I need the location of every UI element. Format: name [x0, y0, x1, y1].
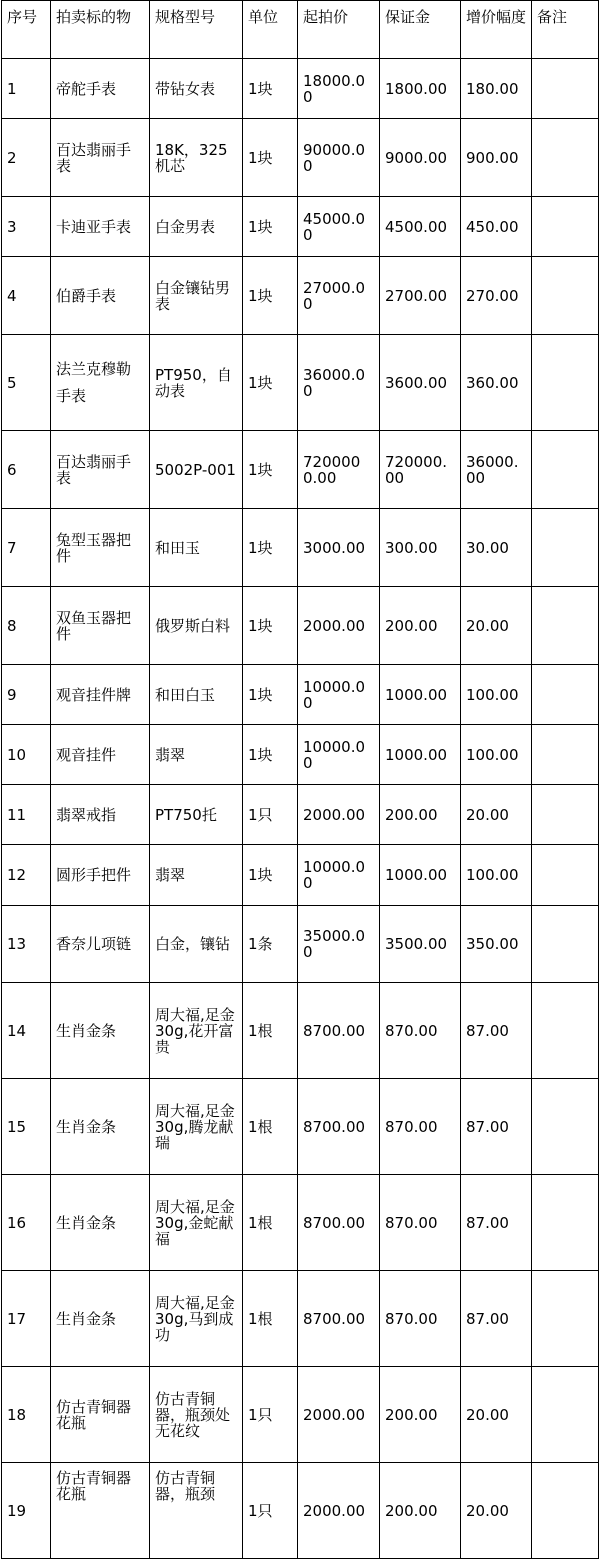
- cell-deposit: 300.00: [380, 509, 461, 587]
- cell-item: 兔型玉器把件: [51, 509, 150, 587]
- cell-increment: 100.00: [461, 845, 532, 906]
- cell-unit: 1块: [243, 335, 298, 431]
- cell-unit: 1块: [243, 725, 298, 785]
- cell-start-price: 10000.00: [298, 845, 380, 906]
- cell-index: 6: [2, 431, 51, 509]
- cell-unit: 1块: [243, 587, 298, 665]
- cell-remarks: [532, 906, 599, 983]
- cell-increment: 360.00: [461, 335, 532, 431]
- table-row: [2, 1367, 599, 1463]
- cell-remarks: [532, 1175, 599, 1271]
- table-row: [2, 257, 599, 335]
- cell-remarks: [532, 197, 599, 257]
- cell-start-price: 8700.00: [298, 983, 380, 1079]
- cell-increment: 20.00: [461, 1463, 532, 1559]
- cell-start-price: 3000.00: [298, 509, 380, 587]
- cell-index: 9: [2, 665, 51, 725]
- cell-deposit: 1000.00: [380, 665, 461, 725]
- header-spec: 规格型号: [150, 1, 243, 59]
- cell-index: 3: [2, 197, 51, 257]
- cell-start-price: 7200000.00: [298, 431, 380, 509]
- table-row: [2, 431, 599, 509]
- cell-index: 12: [2, 845, 51, 906]
- cell-spec: 翡翠: [150, 725, 243, 785]
- cell-remarks: [532, 257, 599, 335]
- table-row: [2, 1079, 599, 1175]
- table-row: [2, 725, 599, 785]
- table-row: [2, 845, 599, 906]
- cell-remarks: [532, 665, 599, 725]
- cell-deposit: 200.00: [380, 587, 461, 665]
- cell-unit: 1根: [243, 1175, 298, 1271]
- cell-index: 15: [2, 1079, 51, 1175]
- cell-index: 18: [2, 1367, 51, 1463]
- cell-increment: 36000.00: [461, 431, 532, 509]
- cell-start-price: 45000.00: [298, 197, 380, 257]
- table-row: [2, 1463, 599, 1559]
- cell-start-price: 2000.00: [298, 1463, 380, 1559]
- cell-deposit: 200.00: [380, 785, 461, 845]
- table-row: [2, 1271, 599, 1367]
- cell-unit: 1块: [243, 59, 298, 119]
- cell-remarks: [532, 785, 599, 845]
- cell-spec: 翡翠: [150, 845, 243, 906]
- cell-spec: 仿古青铜器，瓶颈: [150, 1463, 243, 1559]
- cell-unit: 1块: [243, 119, 298, 197]
- cell-increment: 87.00: [461, 1079, 532, 1175]
- cell-start-price: 90000.00: [298, 119, 380, 197]
- header-deposit: 保证金: [380, 1, 461, 59]
- cell-start-price: 8700.00: [298, 1079, 380, 1175]
- cell-increment: 20.00: [461, 785, 532, 845]
- cell-increment: 350.00: [461, 906, 532, 983]
- cell-unit: 1根: [243, 1079, 298, 1175]
- cell-increment: 450.00: [461, 197, 532, 257]
- table-row: [2, 59, 599, 119]
- cell-increment: 87.00: [461, 983, 532, 1079]
- cell-deposit: 1000.00: [380, 725, 461, 785]
- cell-item: 帝舵手表: [51, 59, 150, 119]
- cell-spec: 仿古青铜器，瓶颈处无花纹: [150, 1367, 243, 1463]
- cell-item: 圆形手把件: [51, 845, 150, 906]
- cell-start-price: 18000.00: [298, 59, 380, 119]
- cell-item: 香奈儿项链: [51, 906, 150, 983]
- cell-increment: 87.00: [461, 1175, 532, 1271]
- cell-index: 17: [2, 1271, 51, 1367]
- table-row: [2, 785, 599, 845]
- cell-remarks: [532, 335, 599, 431]
- cell-unit: 1块: [243, 665, 298, 725]
- header-unit: 单位: [243, 1, 298, 59]
- cell-start-price: 8700.00: [298, 1175, 380, 1271]
- cell-deposit: 1800.00: [380, 59, 461, 119]
- cell-item: 观音挂件牌: [51, 665, 150, 725]
- cell-index: 5: [2, 335, 51, 431]
- cell-item: 法兰克穆勒手表: [51, 335, 150, 431]
- cell-increment: 100.00: [461, 725, 532, 785]
- cell-index: 16: [2, 1175, 51, 1271]
- cell-deposit: 200.00: [380, 1367, 461, 1463]
- cell-unit: 1根: [243, 983, 298, 1079]
- cell-item: 翡翠戒指: [51, 785, 150, 845]
- table-row: [2, 1175, 599, 1271]
- cell-remarks: [532, 587, 599, 665]
- cell-item: 仿古青铜器花瓶: [51, 1463, 150, 1559]
- cell-item: 生肖金条: [51, 1175, 150, 1271]
- cell-increment: 30.00: [461, 509, 532, 587]
- cell-index: 2: [2, 119, 51, 197]
- table-row: [2, 197, 599, 257]
- cell-remarks: [532, 1079, 599, 1175]
- cell-increment: 20.00: [461, 587, 532, 665]
- cell-deposit: 3500.00: [380, 906, 461, 983]
- cell-unit: 1块: [243, 257, 298, 335]
- cell-spec: 18K，325机芯: [150, 119, 243, 197]
- cell-start-price: 36000.00: [298, 335, 380, 431]
- cell-index: 7: [2, 509, 51, 587]
- cell-item: 生肖金条: [51, 1079, 150, 1175]
- cell-spec: 周大福,足金30g,金蛇献福: [150, 1175, 243, 1271]
- cell-spec: PT750托: [150, 785, 243, 845]
- cell-item: 生肖金条: [51, 1271, 150, 1367]
- cell-deposit: 3600.00: [380, 335, 461, 431]
- cell-remarks: [532, 845, 599, 906]
- cell-deposit: 1000.00: [380, 845, 461, 906]
- cell-remarks: [532, 1463, 599, 1559]
- cell-spec: 周大福,足金30g,马到成功: [150, 1271, 243, 1367]
- cell-item: 仿古青铜器花瓶: [51, 1367, 150, 1463]
- cell-index: 19: [2, 1463, 51, 1559]
- cell-unit: 1只: [243, 785, 298, 845]
- cell-unit: 1块: [243, 845, 298, 906]
- header-increment: 增价幅度: [461, 1, 532, 59]
- cell-item: 生肖金条: [51, 983, 150, 1079]
- header-row: [2, 1, 599, 59]
- cell-start-price: 27000.00: [298, 257, 380, 335]
- cell-increment: 87.00: [461, 1271, 532, 1367]
- cell-item: 卡迪亚手表: [51, 197, 150, 257]
- cell-start-price: 10000.00: [298, 665, 380, 725]
- cell-unit: 1只: [243, 1367, 298, 1463]
- cell-increment: 900.00: [461, 119, 532, 197]
- cell-item: 伯爵手表: [51, 257, 150, 335]
- cell-spec: 5002P-001: [150, 431, 243, 509]
- cell-start-price: 10000.00: [298, 725, 380, 785]
- cell-remarks: [532, 509, 599, 587]
- cell-remarks: [532, 725, 599, 785]
- cell-spec: 白金男表: [150, 197, 243, 257]
- cell-index: 11: [2, 785, 51, 845]
- cell-increment: 100.00: [461, 665, 532, 725]
- cell-remarks: [532, 983, 599, 1079]
- header-remarks: 备注: [532, 1, 599, 59]
- header-index: 序号: [2, 1, 51, 59]
- cell-remarks: [532, 431, 599, 509]
- cell-deposit: 9000.00: [380, 119, 461, 197]
- cell-start-price: 8700.00: [298, 1271, 380, 1367]
- cell-index: 14: [2, 983, 51, 1079]
- cell-index: 10: [2, 725, 51, 785]
- cell-spec: 周大福,足金30g,花开富贵: [150, 983, 243, 1079]
- cell-index: 1: [2, 59, 51, 119]
- cell-item: 百达翡丽手表: [51, 119, 150, 197]
- cell-item: 双鱼玉器把件: [51, 587, 150, 665]
- cell-item: 百达翡丽手表: [51, 431, 150, 509]
- cell-deposit: 870.00: [380, 983, 461, 1079]
- cell-start-price: 35000.00: [298, 906, 380, 983]
- table-row: [2, 119, 599, 197]
- header-item: 拍卖标的物: [51, 1, 150, 59]
- cell-spec: 周大福,足金30g,腾龙献瑞: [150, 1079, 243, 1175]
- table-row: [2, 587, 599, 665]
- table-row: [2, 335, 599, 431]
- cell-unit: 1块: [243, 509, 298, 587]
- auction-items-table: [1, 0, 599, 1559]
- cell-spec: 和田白玉: [150, 665, 243, 725]
- cell-deposit: 870.00: [380, 1079, 461, 1175]
- cell-deposit: 2700.00: [380, 257, 461, 335]
- header-start-price: 起拍价: [298, 1, 380, 59]
- cell-remarks: [532, 119, 599, 197]
- cell-unit: 1条: [243, 906, 298, 983]
- cell-spec: 白金镶钻男表: [150, 257, 243, 335]
- table-row: [2, 983, 599, 1079]
- cell-spec: 和田玉: [150, 509, 243, 587]
- cell-remarks: [532, 1271, 599, 1367]
- cell-unit: 1块: [243, 431, 298, 509]
- cell-deposit: 720000.00: [380, 431, 461, 509]
- cell-deposit: 870.00: [380, 1175, 461, 1271]
- cell-start-price: 2000.00: [298, 785, 380, 845]
- cell-increment: 270.00: [461, 257, 532, 335]
- cell-spec: PT950，自动表: [150, 335, 243, 431]
- cell-spec: 带钻女表: [150, 59, 243, 119]
- table-row: [2, 665, 599, 725]
- cell-spec: 白金，镶钻: [150, 906, 243, 983]
- cell-unit: 1只: [243, 1463, 298, 1559]
- cell-deposit: 200.00: [380, 1463, 461, 1559]
- cell-unit: 1块: [243, 197, 298, 257]
- table-row: [2, 509, 599, 587]
- table-row: [2, 906, 599, 983]
- cell-index: 8: [2, 587, 51, 665]
- cell-deposit: 4500.00: [380, 197, 461, 257]
- cell-index: 4: [2, 257, 51, 335]
- cell-start-price: 2000.00: [298, 587, 380, 665]
- cell-spec: 俄罗斯白料: [150, 587, 243, 665]
- cell-increment: 180.00: [461, 59, 532, 119]
- cell-increment: 20.00: [461, 1367, 532, 1463]
- cell-remarks: [532, 59, 599, 119]
- cell-unit: 1根: [243, 1271, 298, 1367]
- cell-index: 13: [2, 906, 51, 983]
- cell-deposit: 870.00: [380, 1271, 461, 1367]
- cell-item: 观音挂件: [51, 725, 150, 785]
- cell-remarks: [532, 1367, 599, 1463]
- cell-start-price: 2000.00: [298, 1367, 380, 1463]
